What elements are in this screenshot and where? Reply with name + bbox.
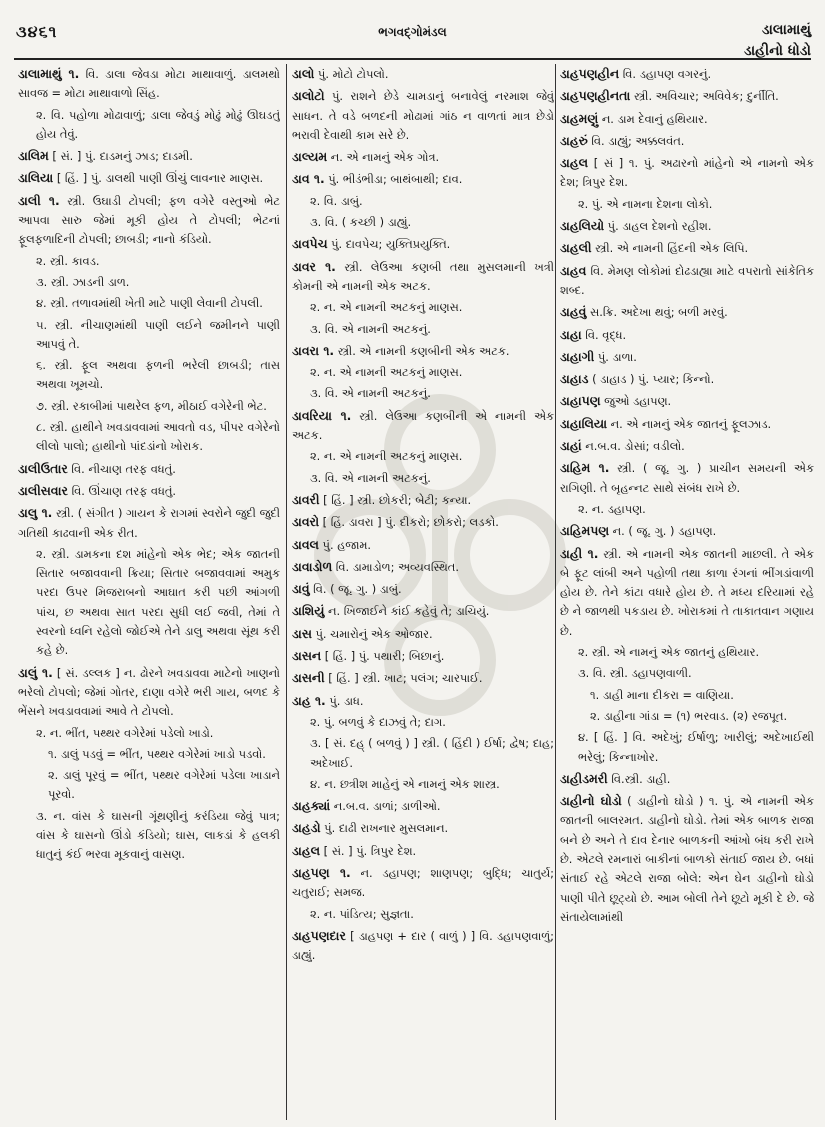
dictionary-entry	[560, 544, 814, 641]
dictionary-entry	[292, 447, 554, 466]
entry-definition: ૩. વિ. એ નામની અટકનું.	[310, 470, 431, 485]
entry-definition: ૨. ન. ભીંત, પથ્થર વગેરેમાં પડેલો ખાડો.	[36, 725, 214, 740]
entry-definition: ૭. સ્ત્રી. રકાબીમાં પાથરેલ ફળ, મીઠાઈ વગેરેની ભેટ.	[36, 398, 267, 413]
header-rule	[14, 58, 811, 60]
entry-definition: [ સં. ] પું. ત્રિપુર દેશ.	[320, 843, 417, 858]
dictionary-entry	[560, 86, 814, 106]
entry-definition: પું. ડાધ.	[325, 693, 364, 708]
entry-headword: ડાહીનો ઘોડો	[560, 793, 622, 809]
dictionary-entry	[560, 643, 814, 662]
dictionary-entry	[560, 325, 814, 345]
entry-definition: [ હિં. ] પું. પથારી; બિછાનું.	[321, 649, 445, 664]
entry-headword: ડાવપેચ	[292, 236, 328, 252]
entry-definition: ૮. સ્ત્રી. હાથીને ખવડાવવામાં આવતો વડ, પીપર વગેરેનો લીલો પાલો; હાથીનો પાંદડાંનો ખોરાક.	[36, 420, 280, 454]
entry-headword: ડાવલ	[292, 536, 319, 552]
dictionary-entry	[292, 926, 554, 966]
entry-headword: ડાહલી	[560, 240, 592, 256]
column-3	[560, 64, 814, 1120]
entry-definition: સ્ત્રી. એ નામની એક જાતની માછલી. તે એક બે ફૂટ લાંબી અને પહોળી તથા કાળા રંગનાં ભીંગડાંવાળી હોય છે. તેને કાંટા વધારે હોય છે. તે મધ્ય દરિયામાં રહે છે ને જાળથી પકડાય છે. ખોરાકમાં તે તાકાતવાન ગણાય છે.	[560, 546, 814, 638]
dictionary-entry	[292, 601, 554, 621]
dictionary-entry	[18, 316, 280, 355]
entry-definition: વિ. મેમણ લોકોમાં દોઢડાહ્યા માટે વપરાતો સાંકેતિક શબ્દ.	[560, 263, 814, 297]
entry-definition: [ હિં. ] પું. ડાલથી પાણી ઊંચું લાવનાર માણસ.	[53, 171, 264, 186]
entry-definition: ૨. ન. એ નામની અટકનું માણસ.	[310, 365, 463, 380]
entry-definition: ૨. પું. બળવું કે દાઝવું તે; દાગ.	[310, 714, 446, 729]
entry-headword: ડાહિમપણ	[560, 523, 610, 539]
entry-definition: વિ. ડહાપણ વગરનું.	[619, 67, 712, 81]
entry-definition: [ હિં. ડાવરા ] પું. દીકરો; છોકરો; લડકો.	[319, 515, 499, 530]
entry-definition: ૨. પું. એ નામના દેશના લોકો.	[578, 196, 713, 211]
dictionary-entry	[292, 86, 554, 145]
dictionary-entry	[560, 436, 814, 456]
entry-headword: ડાવર ૧.	[292, 258, 336, 274]
dictionary-entry	[292, 192, 554, 211]
entry-definition: સ્ત્રી. લેઉઆ કણબી તથા મુસલમાની ખત્રી કોમની એ નામની એક અટક.	[292, 259, 554, 293]
dictionary-entry	[292, 320, 554, 339]
dictionary-entry	[292, 234, 554, 254]
dictionary-entry	[560, 131, 814, 151]
entry-definition: સ્ત્રી. ( સંગીત ) ગાયન કે રાગમાં સ્વરોને જુદી જુદી ગતિથી કાઢવાની એક રીત.	[18, 506, 280, 540]
dictionary-entry	[292, 363, 554, 382]
entry-definition: ન. ( જૂ. ગુ. ) ડહાપણ.	[609, 524, 717, 539]
entry-headword: ડાહવ	[560, 262, 587, 278]
entry-headword: ડાહલ	[560, 155, 589, 171]
column-1	[18, 64, 280, 1120]
entry-headword: ડાલીસવાર	[18, 482, 68, 498]
entry-definition: ૨. ન. એ નામની અટકનું માણસ.	[310, 449, 463, 464]
dictionary-entry	[560, 64, 814, 84]
entry-definition: સ.ક્રિ. અદેખા થવું; બળી મરવું.	[586, 305, 728, 320]
entry-headword: ડાશિયું	[292, 603, 325, 619]
column-divider	[555, 64, 556, 1120]
entry-headword: ડાસ	[292, 625, 312, 641]
dictionary-entry	[560, 195, 814, 214]
entry-definition: [ ડાહપણ + દાર ( વાળું ) ] વિ. ડહાપણવાળું; ડાહ્યું.	[292, 928, 554, 963]
entry-headword: ડાલુ ૧.	[18, 505, 53, 521]
entry-headword: ડાહક્યાં	[292, 798, 331, 814]
dictionary-entry	[18, 273, 280, 292]
entry-headword: ડાલી ૧.	[18, 192, 60, 208]
entry-definition: વિ. નીચાણ તરફ વધતું.	[67, 461, 176, 476]
dictionary-entry	[560, 109, 814, 129]
entry-headword: ડાલિયા	[18, 170, 54, 186]
entry-definition: ૨. ન. પાંડિત્ય; સુજ્ઞતા.	[310, 906, 414, 921]
dictionary-entry	[18, 146, 280, 166]
entry-definition: જુઓ ડહાપણ.	[600, 394, 672, 409]
dictionary-entry	[292, 557, 554, 577]
entry-definition: ન.બ.વ. ડાળાં; ડાળીઓ.	[330, 799, 441, 814]
dictionary-entry	[560, 238, 814, 258]
entry-definition: વિ. વૃદ્ધ.	[581, 327, 627, 342]
entry-headword: ડાલીઉતાર	[18, 460, 68, 476]
entry-definition: વિ. ( જૂ. ગુ. ) ડાબું.	[309, 582, 402, 597]
dictionary-entry	[292, 169, 554, 189]
dictionary-entry	[18, 459, 280, 479]
dictionary-entry	[560, 458, 814, 498]
entry-definition: વિ. ડામાડોળ; અવ્યવસ્થિત.	[332, 559, 459, 574]
dictionary-entry	[292, 713, 554, 732]
dictionary-entry	[292, 691, 554, 711]
dictionary-entry	[18, 64, 280, 104]
entry-definition: પું. ચમારોનું એક ઓજાર.	[311, 626, 433, 641]
dictionary-entry	[560, 216, 814, 236]
entry-definition: વિ. ડાહ્યું; અક્કલવંત.	[587, 133, 685, 148]
dictionary-entry	[560, 347, 814, 367]
entry-headword: ડાહાગી	[560, 348, 595, 364]
entry-headword: ડાવ ૧.	[292, 171, 325, 187]
entry-definition: ન.બ.વ. ડોસાં; વડીલો.	[581, 439, 685, 454]
entry-headword: ડાસની	[292, 670, 325, 686]
dictionary-entry	[292, 147, 554, 167]
entry-definition: ૨. ડાલું પૂરવું = ભીંત, પથ્થર વગેરેમાં પડેલા ખાડાને પૂરવો.	[48, 768, 280, 802]
dictionary-entry	[18, 663, 280, 722]
entry-headword: ડાહ ૧.	[292, 692, 326, 708]
dictionary-entry	[560, 769, 814, 789]
entry-headword: ડાહા	[560, 326, 582, 342]
entry-headword: ડાલું ૧.	[18, 664, 53, 680]
entry-definition: ૪. સ્ત્રી. તળાવમાંથી ખેતી માટે પાણી લેવાની ટોપલી.	[36, 296, 263, 311]
entry-headword: ડાહાલિયા	[560, 415, 608, 431]
dictionary-entry	[292, 535, 554, 555]
entry-definition: ૪. ન. છત્રીશ માહેનું એ નામનું એક શાસ્ત્ર.	[310, 776, 500, 791]
entry-definition: પું. ડાળા.	[594, 349, 637, 364]
entry-definition: ૬. સ્ત્રી. ફૂલ અથવા ફળની ભરેલી છાબડી; તાસ અથવા ખૂમચો.	[36, 358, 280, 392]
entry-definition: પું. દાઢી રાખનાર મુસલમાન.	[320, 821, 449, 836]
dictionary-entry	[560, 686, 814, 705]
entry-definition: સ્ત્રી. એ નામની હિંદની એક લિપિ.	[591, 241, 749, 256]
dictionary-entry	[18, 745, 280, 764]
entry-headword: ડાહાડ	[560, 371, 589, 387]
dictionary-entry	[292, 341, 554, 361]
entry-definition: સ્ત્રી. ઉઘાડી ટોપલી; ફળ વગેરે વસ્તુઓ ભેટ આપવા સારુ જેમાં મૂકી હોય તે ટોપલી; ભેટનાં ફૂલફળાદિની ટોપલી; છાબડી; નાનો કંડિયો.	[18, 193, 280, 247]
entry-definition: સ્ત્રી. એ નામની કણબીની એક અટક.	[334, 343, 510, 358]
dictionary-entry	[560, 728, 814, 767]
entry-definition: ૨. ડાહીના ગાંડા = (૧) ભરવાડ. (૨) રજપૂત.	[590, 708, 788, 723]
dictionary-entry	[292, 818, 554, 838]
entry-definition: ૨. વિ. પહોળા મોઢાવાળું; ડાલા જેવડું મોઢું મોઢું ઊઘડતું હોય તેવું.	[36, 107, 280, 141]
entry-definition: વિ. ડાલા જેવડા મોટા માથાવાળું. ડાલમથો સાવજ = મોટા માથાવાળો સિંહ.	[18, 67, 280, 101]
entry-definition: ૧. ડાહી માના દીકરા = વાણિયા.	[590, 687, 734, 702]
entry-headword: ડાલો	[292, 66, 315, 81]
guide-word-first: ડાલામાથું	[761, 22, 811, 38]
dictionary-entry	[292, 213, 554, 232]
entry-definition: ૨. સ્ત્રી. કાવડ.	[36, 253, 100, 268]
entry-definition: [ સં. ડલ્લક ] ન. ઢોરને ખવડાવવા માટેનો ખાણનો ભરેલો ટોપલો; જેમાં ગોતર, દાણા વગેરે ભરી ગાય, બળદ કે ભેંસને ખવડાવવામાં આવે તે ટોપલો.	[18, 665, 280, 719]
entry-headword: ડાવાડોળ	[292, 558, 333, 574]
entry-definition: પું. ડાહલ દેશનો રહીશ.	[604, 219, 712, 234]
dictionary-entry	[18, 418, 280, 457]
dictionary-entry	[560, 521, 814, 541]
dictionary-entry	[292, 490, 554, 510]
dictionary-entry	[18, 397, 280, 416]
dictionary-entry	[18, 191, 280, 250]
dictionary-entry	[292, 298, 554, 317]
entry-definition: ન. ડામ દેવાનું હથિયાર.	[598, 111, 708, 126]
entry-headword: ડાહરું	[560, 132, 588, 148]
entry-definition: ૨. ન. એ નામની અટકનું માણસ.	[310, 300, 463, 315]
dictionary-entry	[292, 384, 554, 403]
entry-definition: ૨. વિ. ડાબું.	[310, 193, 363, 208]
dictionary-entry	[18, 168, 280, 188]
entry-headword: ડાલોટો	[292, 88, 325, 104]
entry-headword: ડાહિમ ૧.	[560, 460, 610, 476]
dictionary-entry	[18, 252, 280, 271]
dictionary-entry	[18, 766, 280, 805]
entry-definition: ૩. વિ. સ્ત્રી. ડહાપણવાળી.	[578, 666, 692, 681]
dictionary-entry	[292, 775, 554, 794]
entry-headword: ડાહમણું	[560, 110, 599, 126]
entry-definition: ૨. ન. ડહાપણ.	[578, 501, 646, 516]
entry-definition: સ્ત્રી. અવિચાર; અવિવેક; દુર્નીતિ.	[630, 89, 779, 104]
dictionary-entry	[292, 668, 554, 688]
entry-headword: ડાહલ	[292, 842, 321, 858]
entry-headword: ડાહપણહીન	[560, 66, 620, 81]
dictionary-entry	[292, 905, 554, 924]
entry-definition: ન. ખિજાઈને કાંઈ કહેવું તે; ડાચિયું.	[324, 604, 490, 619]
entry-headword: ડાવરા ૧.	[292, 342, 335, 358]
entry-definition: પું. હજામ.	[318, 537, 372, 552]
entry-definition: ન. ડહાપણ; શાણપણ; બુદ્ધિ; ચાતુર્ય; ચતુરાઈ; સમજ.	[292, 865, 554, 900]
dictionary-entry	[292, 257, 554, 297]
dictionary-entry	[560, 153, 814, 193]
dictionary-entry	[292, 734, 554, 773]
entry-headword: ડાહવું	[560, 304, 587, 320]
entry-headword: ડાલ્યમ	[292, 149, 328, 165]
entry-definition: [ સં. ] પું. દાડમનું ઝાડ; દાડમી.	[48, 149, 193, 164]
entry-definition: વિ.સ્ત્રી. ડાહી.	[607, 771, 671, 786]
dictionary-entry	[560, 369, 814, 389]
entry-definition: ૩. વિ. એ નામની અટકનું.	[310, 386, 431, 401]
entry-definition: ૪. [ હિં. ] વિ. અદેખું; ઈર્ષાળુ; ખારીલું; અદેખાઈથી ભરેલું; કિન્નાખોર.	[578, 730, 814, 764]
entry-headword: ડાવરિયા ૧.	[292, 407, 352, 423]
dictionary-entry	[292, 646, 554, 666]
dictionary-entry	[560, 500, 814, 519]
dictionary-entry	[292, 841, 554, 861]
dictionary-entry	[292, 863, 554, 903]
entry-definition: પું. મોટો ટોપલો.	[314, 67, 389, 81]
dictionary-entry	[292, 796, 554, 816]
entry-definition: ૫. સ્ત્રી. નીચાણમાંથી પાણી લઈને જમીનને પાણી આપવું તે.	[36, 317, 280, 351]
entry-definition: ન. એ નામનું એક જાતનું ફૂલઝાડ.	[607, 416, 772, 431]
dictionary-entry	[560, 391, 814, 411]
dictionary-entry	[292, 624, 554, 644]
dictionary-entry	[18, 724, 280, 743]
dictionary-entry	[292, 512, 554, 532]
entry-headword: ડાહીડમરી	[560, 770, 608, 786]
book-title: ભગવદ્ગોમંડલ	[378, 25, 447, 39]
page-number: ૩૪૬૧	[16, 22, 58, 41]
column-2	[292, 64, 554, 1120]
entry-definition: [ હિં. ] સ્ત્રી. ખાટ; પલંગ; ચારપાઈ.	[324, 671, 483, 686]
entry-headword: ડાહલિયો	[560, 218, 605, 234]
entry-headword: ડાસન	[292, 648, 322, 664]
entry-definition: ( ડાહીનો ઘોડો ) ૧. પું. એ નામની એક જાતની બાલરમત. ડાહીનો ઘોડો. તેમાં એક બાળક રાજા બને છે અને તે દાવ દેનાર બાળકની આંખો બંધ કરી રાખે છે. એટલે રમનારાં બાકીનાં બાળકો સંતાઈ જાય છે. બધાં સંતાઈ રહે એટલે રાજા બોલે: એન ઘેન ડાહીનો ઘોડો પાણી પીતે છૂટ્યો છે. આમ બોલી તેને છૂટો મૂકી દે છે. જે સંતાયેલામાંથી	[560, 794, 814, 924]
entry-headword: ડાવરી	[292, 491, 320, 507]
entry-definition: ૨. સ્ત્રી. એ નામનું એક જાતનું હથિયાર.	[578, 645, 760, 660]
entry-headword: ડાહી ૧.	[560, 545, 599, 561]
dictionary-entry	[18, 106, 280, 145]
entry-definition: ૩. ન. વાંસ કે ઘાસની ગૂંથણીનું કરંડિયા જેવું પાત્ર; વાંસ કે ઘાસનો ઊંડો કંડિયો; ઘાસ, લાકડાં કે હલકી ધાતુનું કંઈ ભરવા મૂકવાનું વાસણ.	[36, 808, 280, 862]
entry-definition: સ્ત્રી. લેઉઆ કણબીની એ નામની એક અટક.	[292, 408, 554, 443]
dictionary-entry	[292, 469, 554, 488]
entry-definition: ૩. સ્ત્રી. ઝાડની ડાળ.	[36, 274, 130, 289]
dictionary-entry	[560, 302, 814, 322]
entry-definition: [ હિં. ] સ્ત્રી. છોકરી; બેટી; કન્યા.	[319, 492, 472, 507]
column-divider	[286, 64, 287, 1120]
entry-headword: ડાહડો	[292, 820, 321, 836]
guide-word-last: ડાહીનો ધોડો	[744, 43, 811, 59]
dictionary-entry	[292, 406, 554, 446]
entry-definition: પું. દાવપેચ; યુક્તિપ્રયુક્તિ.	[327, 237, 451, 252]
entry-headword: ડાલિમ	[18, 148, 49, 164]
dictionary-entry	[560, 664, 814, 683]
entry-headword: ડાવરો	[292, 514, 320, 530]
entry-definition: વિ. ઊંચાણ તરફ વધતું.	[67, 483, 177, 498]
entry-definition: ૩. વિ. એ નામની અટકનું.	[310, 321, 431, 336]
entry-headword: ડાહપણહીનતા	[560, 88, 631, 104]
guide-words	[744, 20, 811, 62]
entry-definition: ૧. ડાલું પડવું = ભીંત, પથ્થર વગેરેમાં ખાડો પડવો.	[48, 746, 266, 761]
dictionary-entry	[560, 414, 814, 434]
entry-definition: [ સં ] ૧. પું. અઢારનો માંહેનો એ નામનો એક દેશ; ત્રિપુર દેશ.	[560, 156, 814, 190]
entry-definition: સ્ત્રી. ( જૂ. ગુ. ) પ્રાચીન સમયની એક રાગિણી. તે બૃહન્નટ સાથે સંબંધ રાખે છે.	[560, 461, 814, 495]
dictionary-entry	[292, 64, 554, 84]
dictionary-entry	[18, 294, 280, 313]
entry-definition: ૨. સ્ત્રી. ડામકના દશ માંહેનો એક ભેદ; એક જાતની સિતાર બજાવવાની ક્રિયા; સિતાર બજાવવામાં અમુક પરદા ઉપર મિજરાબનો આઘાત કરી પછી આંગળી પાંચ, છ અથવા સાત પરદા સુધી લઈ જવી, તેમાં તે સ્વરનો ધ્વનિ રહેલો જોઈએ તેને ડાલુ અથવા સૂંથ કરી કહે છે.	[36, 546, 280, 658]
entry-definition: પું. રાશને છેડે ચામડાનું બનાવેલું નરમાશ જેવું સાધન. તે વડે બળદની મોઢામાં ગાંઠ ન વાળતાં માત્ર છેડો ભરાવી દેવાથી કામ સરે છે.	[292, 89, 554, 142]
dictionary-entry	[560, 791, 814, 927]
entry-definition: ૩. [ સં. દહ્ ( બળવું ) ] સ્ત્રી. ( હિંદી ) ઈર્ષા; દ્વેષ; દાહ; અદેખાઈ.	[310, 736, 554, 770]
dictionary-entry	[18, 356, 280, 395]
entry-definition: ૩. વિ. ( કચ્છી ) ડાહ્યું.	[310, 215, 412, 230]
dictionary-entry	[560, 707, 814, 726]
entry-headword: ડાલામાથું ૧.	[18, 66, 80, 81]
entry-headword: ડાહપણદાર	[292, 927, 346, 943]
dictionary-entry	[560, 261, 814, 301]
entry-headword: ડાહાં	[560, 438, 582, 454]
dictionary-entry	[18, 807, 280, 865]
entry-definition: ( ડાહાડ ) પું. પ્યાર; કિન્નો.	[588, 372, 715, 387]
dictionary-entry	[18, 481, 280, 501]
entry-headword: ડાવું	[292, 581, 310, 597]
entry-headword: ડાહપણ ૧.	[292, 864, 351, 880]
entry-headword: ડાહાપણ	[560, 393, 601, 409]
dictionary-entry	[18, 503, 280, 543]
dictionary-entry	[292, 579, 554, 599]
entry-definition: પું. ભીડંભીડા; બાથંબાથી; દાવ.	[324, 172, 463, 187]
entry-definition: ન. એ નામનું એક ગોત્ર.	[327, 150, 440, 165]
dictionary-entry	[18, 545, 280, 661]
